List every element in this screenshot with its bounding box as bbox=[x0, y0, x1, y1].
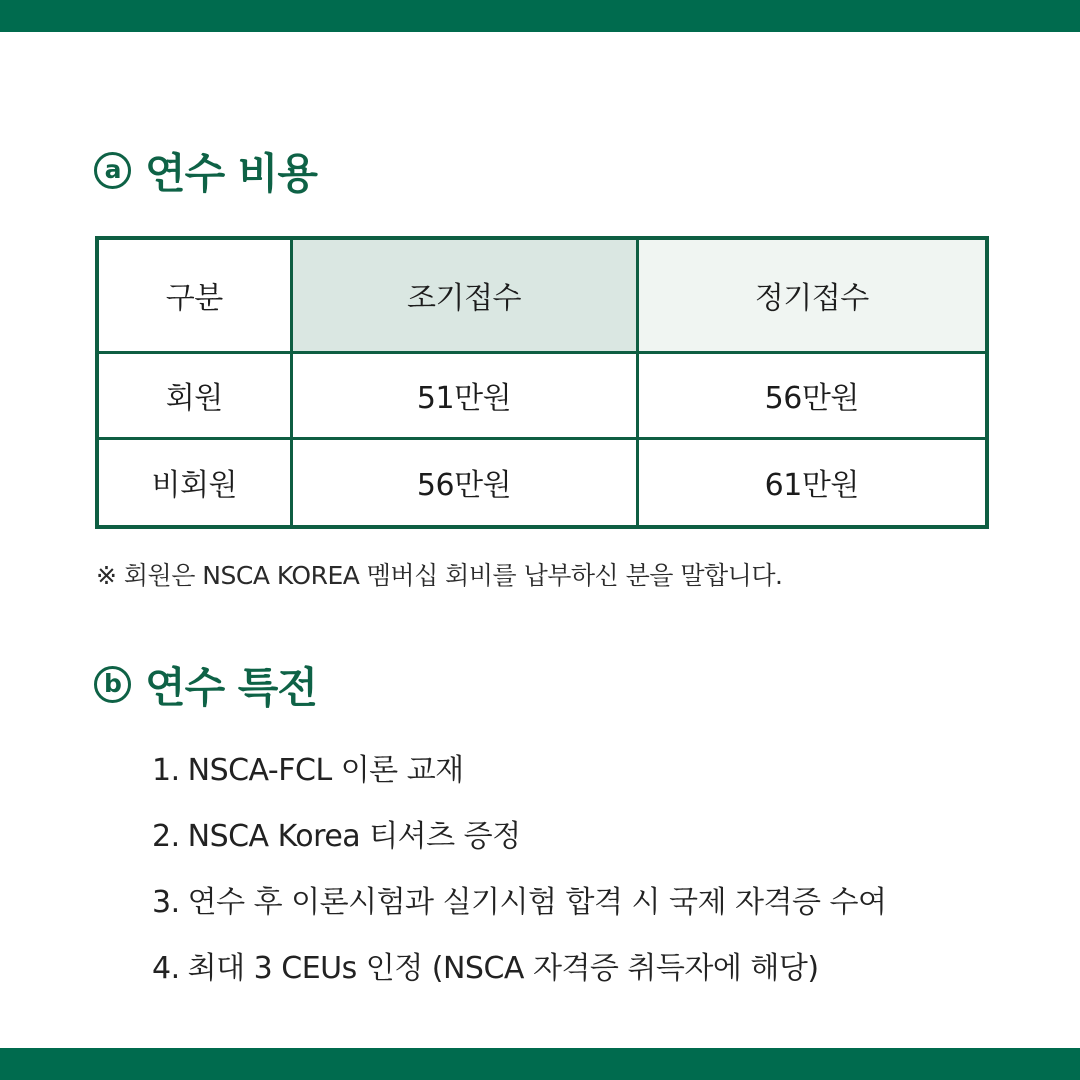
list-item bbox=[152, 742, 886, 808]
bottom-border-bar bbox=[0, 1048, 1080, 1080]
member-regular-fee: 56만원 bbox=[637, 352, 987, 438]
row-category: 회원 bbox=[97, 352, 291, 438]
list-item-text: 연수 후 이론시험과 실기시험 합격 시 국제 자격증 수여 bbox=[187, 885, 887, 920]
list-item-number: 2. bbox=[152, 819, 180, 854]
fee-table bbox=[95, 236, 989, 529]
header-category: 구분 bbox=[97, 238, 291, 352]
table-row-non-member bbox=[97, 438, 987, 527]
header-early-registration: 조기접수 bbox=[291, 238, 637, 352]
list-item-text: NSCA Korea 티셔츠 증정 bbox=[187, 819, 521, 854]
membership-note: ※ 회원은 NSCA KOREA 멤버십 회비를 납부하신 분을 말합니다. bbox=[96, 561, 783, 590]
row-category: 비회원 bbox=[97, 438, 291, 527]
section-a-heading bbox=[94, 141, 317, 201]
section-b-heading bbox=[94, 655, 317, 715]
list-item bbox=[152, 874, 886, 940]
section-a-title: 연수 비용 bbox=[145, 149, 317, 198]
non-member-regular-fee: 61만원 bbox=[637, 438, 987, 527]
list-item-number: 1. bbox=[152, 753, 180, 788]
top-border-bar bbox=[0, 0, 1080, 32]
list-item bbox=[152, 808, 886, 874]
member-early-fee: 51만원 bbox=[291, 352, 637, 438]
list-item-text: NSCA-FCL 이론 교재 bbox=[187, 753, 464, 788]
list-item-number: 4. bbox=[152, 951, 180, 986]
list-item-text: 최대 3 CEUs 인정 (NSCA 자격증 취득자에 해당) bbox=[187, 951, 819, 986]
fee-table-header-row bbox=[97, 238, 987, 352]
section-b-marker: b bbox=[94, 666, 131, 703]
benefits-list bbox=[152, 742, 886, 1006]
header-regular-registration: 정기접수 bbox=[637, 238, 987, 352]
table-row-member bbox=[97, 352, 987, 438]
list-item bbox=[152, 940, 886, 1006]
section-a-marker: a bbox=[94, 152, 131, 189]
list-item-number: 3. bbox=[152, 885, 180, 920]
section-b-title: 연수 특전 bbox=[145, 663, 317, 712]
non-member-early-fee: 56만원 bbox=[291, 438, 637, 527]
